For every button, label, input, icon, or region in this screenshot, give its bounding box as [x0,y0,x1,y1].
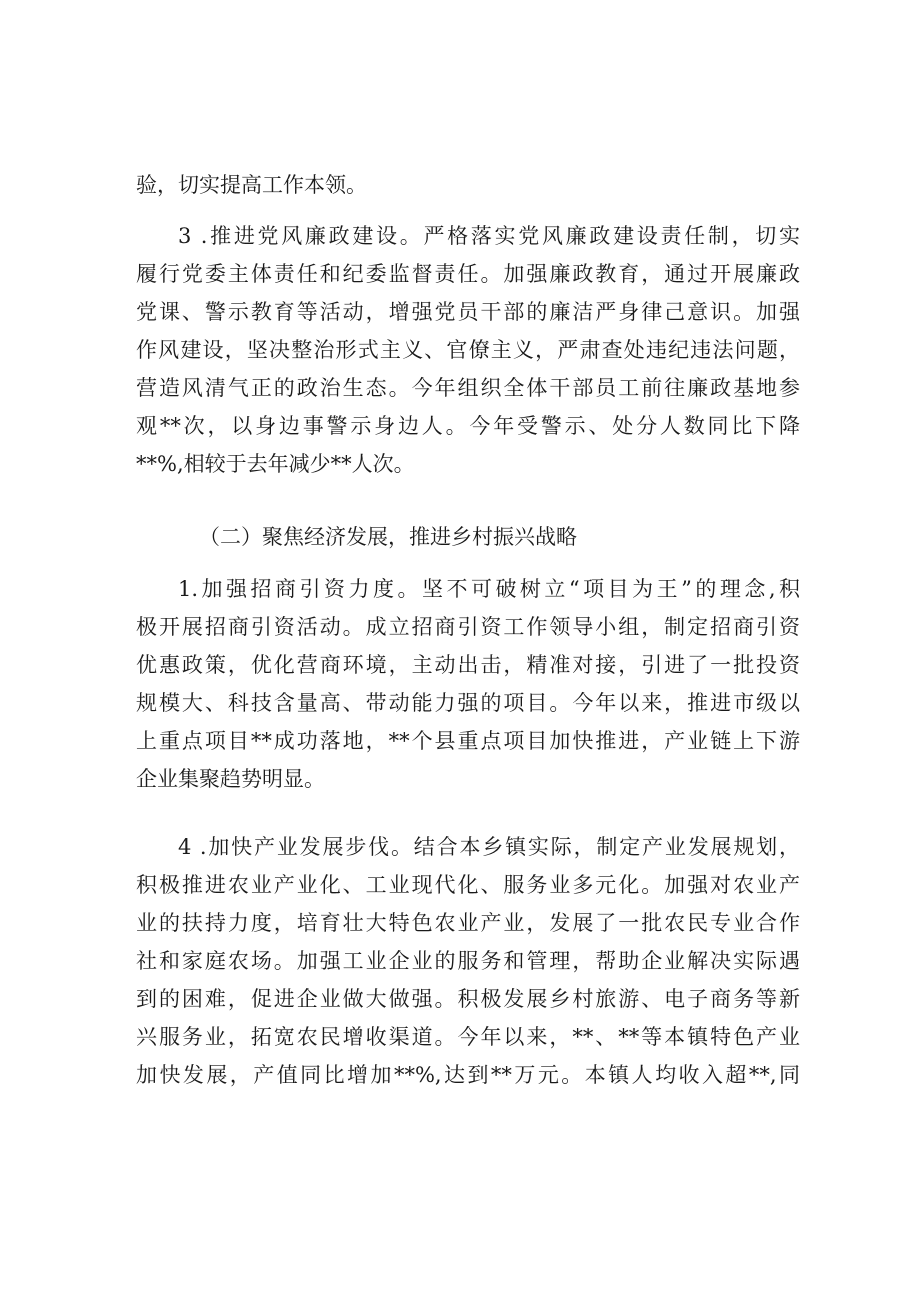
text-line: 观**次，以身边事警示身边人。今年受警示、处分人数同比下降 [136,414,800,438]
text-line: 规模大、科技含量高、带动能力强的项目。今年以来，推进市级以 [136,691,800,715]
text-line: 加快发展，产值同比增加**%,达到**万元。本镇人均收入超**,同 [136,1063,800,1087]
text-line: 1.加强招商引资力度。坚不可破树立“项目为王”的理念,积 [178,577,800,601]
text-line: 积极推进农业产业化、工业现代化、服务业多元化。加强对农业产 [136,873,800,897]
text-line: 4 .加快产业发展步伐。结合本乡镇实际，制定产业发展规划， [178,835,800,859]
text-line: 营造风清气正的政治生态。今年组织全体干部员工前往廉政基地参 [136,376,800,400]
text-line: 企业集聚趋势明显。 [136,767,325,791]
paragraph-investment [136,570,800,798]
text-line: 上重点项目**成功落地，**个县重点项目加快推进，产业链上下游 [136,729,800,753]
text-line: 兴服务业，拓宽农民增收渠道。今年以来，**、**等本镇特色产业 [136,1025,800,1049]
paragraph-party-conduct [136,217,800,483]
text-line: 验，切实提高工作本领。 [136,173,367,197]
text-line: 党课、警示教育等活动，增强党员干部的廉洁严身律己意识。加强 [136,300,800,324]
text-line: 极开展招商引资活动。成立招商引资工作领导小组，制定招商引资 [136,615,800,639]
text-line: 优惠政策，优化营商环境，主动出击，精准对接，引进了一批投资 [136,653,800,677]
text-line: 到的困难，促进企业做大做强。积极发展乡村旅游、电子商务等新 [136,987,800,1011]
text-line: 业的扶持力度，培育壮大特色农业产业，发展了一批农民专业合作 [136,911,800,935]
paragraph-industry [136,828,800,1094]
heading-text: （二）聚焦经济发展，推进乡村振兴战略 [199,525,577,549]
text-line: 3 .推进党风廉政建设。严格落实党风廉政建设责任制，切实 [178,224,800,248]
section-heading [136,518,800,556]
text-line: 履行党委主体责任和纪委监督责任。加强廉政教育，通过开展廉政 [136,262,800,286]
paragraph-continuation [136,166,800,204]
text-line: 社和家庭农场。加强工业企业的服务和管理，帮助企业解决实际遇 [136,949,800,973]
text-line: **%,相较于去年减少**人次。 [136,452,415,476]
text-line: 作风建设，坚决整治形式主义、官僚主义，严肃查处违纪违法问题， [136,338,800,362]
